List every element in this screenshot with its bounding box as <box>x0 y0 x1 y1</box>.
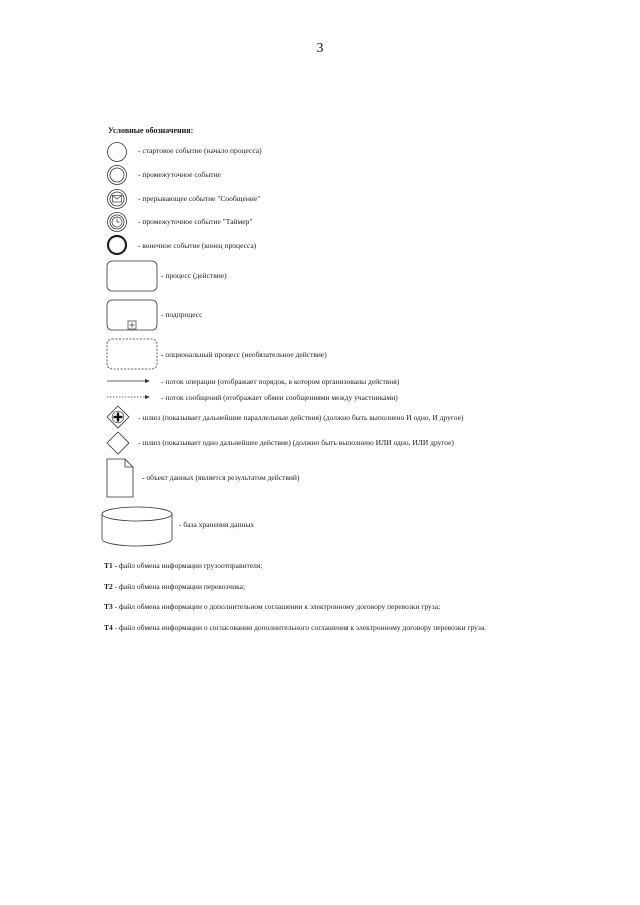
sequence-flow-icon <box>106 376 152 386</box>
start-event-icon <box>106 141 128 163</box>
legend-label-optional-task: - опциональный процесс (необязательное действие) <box>161 350 327 359</box>
note-code: Т4 <box>104 623 113 632</box>
note-text: - файл обмена информации перевозчика; <box>112 582 246 591</box>
message-flow-icon <box>106 392 152 402</box>
parallel-gateway-icon <box>106 405 130 429</box>
legend-label-intermediate-event: - промежуточное событие <box>138 170 221 179</box>
note-t4 <box>104 623 486 633</box>
legend-label-end-event: - конечное событие (конец процесса) <box>138 241 257 250</box>
note-code: Т3 <box>104 602 113 611</box>
subprocess-icon <box>106 299 158 331</box>
exclusive-gateway-icon <box>106 431 130 455</box>
legend-label-data-object: - объект данных (является результатом действий) <box>142 473 300 482</box>
data-store-icon <box>101 506 173 548</box>
note-code: Т2 <box>104 582 113 591</box>
legend-label-exclusive-gateway: - шлюз (показывает одно дальнейшее действие) (должно быть выполнено ИЛИ одно, ИЛИ другое) <box>138 438 454 447</box>
note-text: - файл обмена информации грузоотправителя; <box>112 561 263 570</box>
message-event-icon <box>106 188 128 210</box>
intermediate-event-icon <box>106 164 128 186</box>
timer-event-icon <box>106 211 128 233</box>
note-text: - файл обмена информации о согласовании дополнительного соглашения к электронному договору перевозки груза. <box>112 623 487 632</box>
note-t2 <box>104 582 245 592</box>
data-object-icon <box>106 458 134 498</box>
legend-label-timer-event: - промежуточное событие "Таймер" <box>138 217 253 226</box>
legend-label-parallel-gateway: - шлюз (показывает дальнейшие параллельные действия) (должно быть выполнено И одно, И другое) <box>138 413 464 422</box>
legend-label-data-store: - база хранения данных <box>179 520 255 529</box>
legend-title: Условные обозначения: <box>108 126 194 135</box>
note-text: - файл обмена информации о дополнительном соглашении к электронному договору перевозки груза; <box>112 602 441 611</box>
page-number: 3 <box>316 41 324 56</box>
task-icon <box>106 260 158 292</box>
legend-label-subprocess: - подпроцесс <box>161 310 203 319</box>
end-event-icon <box>106 234 128 256</box>
note-t1 <box>104 561 262 571</box>
legend-label-sequence-flow: - поток операции (отображает порядок, в котором организованы действия) <box>161 377 400 386</box>
note-t3 <box>104 602 440 612</box>
legend-label-message-event: - прерывающее событие "Сообщение" <box>138 194 261 203</box>
optional-task-icon <box>106 338 158 370</box>
note-code: Т1 <box>104 561 113 570</box>
legend-label-start-event: - стартовое событие (начало процесса) <box>138 146 262 155</box>
legend-label-task: - процесс (действие) <box>161 271 227 280</box>
legend-label-message-flow: - поток сообщений (отображает обмен сообщениями между участниками) <box>161 393 398 402</box>
